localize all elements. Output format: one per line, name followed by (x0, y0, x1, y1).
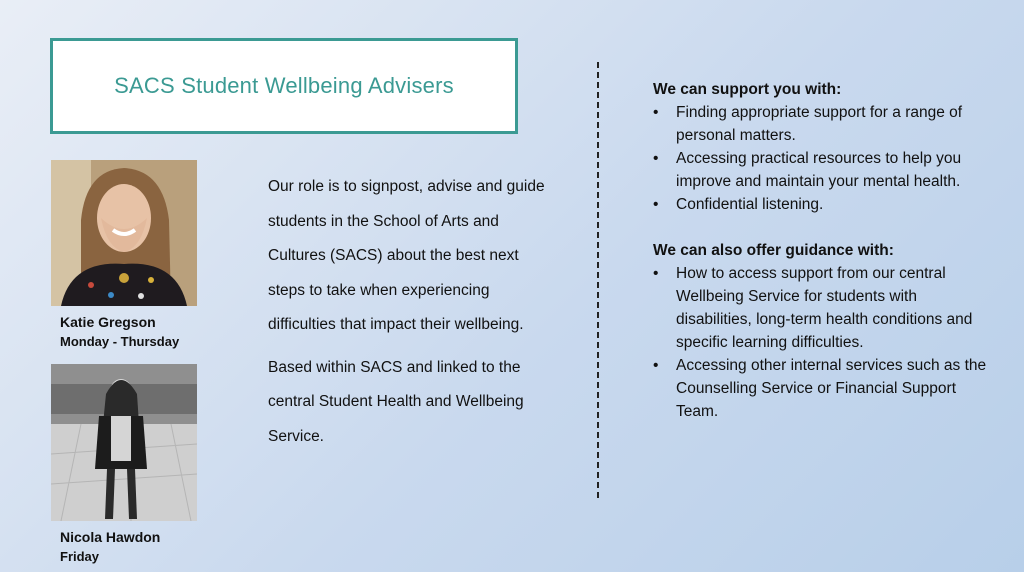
list-item: • Finding appropriate support for a range of personal matters. (653, 101, 993, 147)
list-item: • How to access support from our central Wellbeing Service for students with disabilities, long-term health conditions and specific learning difficulties. (653, 262, 993, 354)
title-box (50, 38, 518, 134)
adviser-photo-nicola (51, 364, 197, 521)
adviser-days: Friday (60, 549, 100, 564)
column-divider (597, 62, 599, 498)
services-column (653, 78, 993, 423)
page-title: SACS Student Wellbeing Advisers (114, 73, 454, 98)
list-item: • Confidential listening. (653, 193, 993, 216)
guidance-list (653, 262, 993, 423)
adviser-days: Monday - Thursday (60, 334, 180, 349)
list-item: • Accessing practical resources to help you improve and maintain your mental health. (653, 147, 993, 193)
guidance-heading: We can also offer guidance with: (653, 242, 894, 259)
support-heading: We can support you with: (653, 81, 842, 98)
list-item: • Accessing other internal services such as the Counselling Service or Financial Support Team. (653, 354, 993, 423)
role-paragraph: Based within SACS and linked to the central Student Health and Wellbeing Service. (268, 358, 524, 445)
support-list (653, 101, 993, 216)
adviser-name: Nicola Hawdon (60, 529, 161, 545)
adviser-photo-katie (51, 160, 197, 306)
role-paragraph: Our role is to signpost, advise and guide students in the School of Arts and Cultures (SACS) about the best next steps to take when experiencing difficulties that impact their wellbeing. (268, 178, 545, 333)
role-description (268, 170, 558, 462)
adviser-name: Katie Gregson (60, 314, 156, 330)
